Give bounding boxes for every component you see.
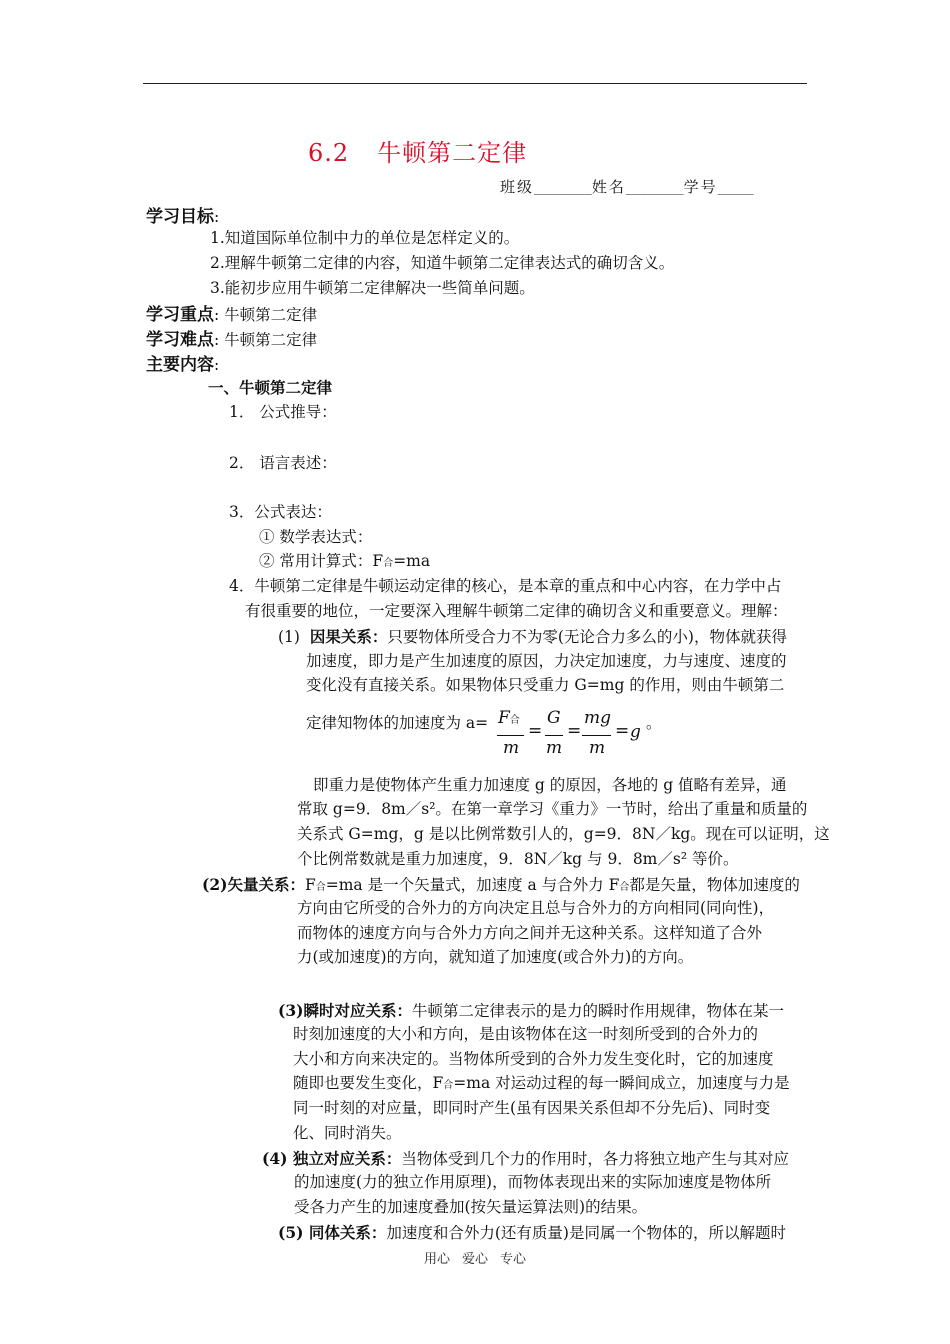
formula-denominator: m	[503, 738, 520, 758]
p1-line: 加速度，即力是产生加速度的原因，力决定加速度，力与速度、速度的	[306, 652, 787, 670]
focus-heading: 学习重点	[146, 305, 214, 325]
p2-line: (2)矢量关系：F合=ma 是一个矢量式，加速度 a 与合外力 F合都是矢量，物体加速度的	[202, 875, 800, 894]
main-heading: 主要内容	[146, 355, 214, 375]
p3-line: 随即也要发生变化，F合=ma 对运动过程的每一瞬间成立，加速度与力是	[293, 1074, 790, 1092]
section-title: 一、牛顿第二定律	[208, 378, 333, 397]
difficulty-text: 牛顿第二定律	[224, 331, 318, 349]
p5-line: (5) 同体关系：加速度和合外力(还有质量)是同属一个物体的，所以解题时	[278, 1223, 786, 1242]
item-calc-expression: ② 常用计算式：F合=ma	[259, 552, 431, 570]
page-title	[308, 133, 527, 168]
p3-line: (3)瞬时对应关系：牛顿第二定律表示的是力的瞬时作用规律，物体在某一	[278, 1001, 784, 1020]
p3-line: 同一时刻的对应量，即同时产生(虽有因果关系但却不分先后)、同时变	[293, 1099, 771, 1117]
student-info-line	[500, 176, 754, 197]
item4-line: 4．牛顿第二定律是牛顿运动定律的核心，是本章的重点和中心内容，在力学中占	[229, 577, 782, 595]
item4-line: 有很重要的地位，一定要深入理解牛顿第二定律的确切含义和重要意义。理解：	[245, 602, 788, 620]
formula-bar	[497, 735, 524, 736]
formula-denominator: m	[589, 738, 606, 758]
id-label: 学号	[683, 178, 718, 196]
goals-heading: 学习目标	[146, 207, 214, 227]
name-blank: ________	[625, 181, 684, 195]
p3-label: (3)瞬时对应关系：	[278, 1001, 412, 1020]
item-derivation: 1． 公式推导：	[229, 403, 337, 421]
formula-numerator-mg: mg	[584, 708, 612, 728]
p2-line: 而物体的速度方向与合外力方向之间并无这种关系。这样知道了合外	[297, 924, 763, 942]
class-blank: ________	[534, 181, 592, 195]
formula-denominator: m	[546, 738, 563, 758]
p2-label: (2)矢量关系：	[202, 875, 305, 894]
formula-numerator-G: G	[547, 708, 561, 728]
p2-line: 力(或加速度)的方向，就知道了加速度(或合外力)的方向。	[297, 948, 694, 966]
focus-row: 学习重点: 牛顿第二定律	[146, 305, 318, 325]
goal-item: 2.理解牛顿第二定律的内容，知道牛顿第二定律表达式的确切含义。	[210, 254, 675, 272]
p3-line: 化、同时消失。	[293, 1124, 402, 1142]
p4-line: 受各力产生的加速度叠加(按矢量运算法则)的结果。	[294, 1198, 648, 1216]
item-math-expression: ① 数学表达式：	[259, 528, 373, 546]
goal-item: 3.能初步应用牛顿第二定律解决一些简单问题。	[210, 279, 535, 297]
name-label: 姓名	[591, 178, 626, 196]
p1-cont: 关系式 G=mg，g 是以比例常数引人的，g=9．8N／kg。现在可以证明，这	[297, 825, 830, 843]
main-heading-row: 主要内容:	[146, 355, 220, 375]
formula-bar	[582, 735, 611, 736]
goals-heading-row: 学习目标:	[146, 207, 220, 227]
difficulty-row: 学习难点: 牛顿第二定律	[146, 330, 318, 350]
focus-text: 牛顿第二定律	[224, 306, 318, 324]
p1-cont: 个比例常数就是重力加速度，9．8N／kg 与 9．8m／s² 等价。	[297, 850, 739, 868]
p3-line: 大小和方向来决定的。当物体所受到的合外力发生变化时，它的加速度	[293, 1050, 774, 1068]
item-expression: 3．公式表达：	[229, 503, 332, 521]
class-label: 班级	[500, 178, 535, 196]
p4-line: (4) 独立对应关系：当物体受到几个力的作用时，各力将独立地产生与其对应	[262, 1149, 789, 1168]
title-number: 6.2	[308, 139, 350, 167]
goal-item: 1.知道国际单位制中力的单位是怎样定义的。	[210, 229, 520, 247]
formula-equals: =	[615, 721, 630, 741]
p1-line: 变化没有直接关系。如果物体只受重力 G=mg 的作用，则由牛顿第二	[306, 676, 785, 694]
formula-prefix: 定律知物体的加速度为 a=	[306, 714, 489, 732]
header-rule	[143, 83, 807, 84]
formula-end: 。	[646, 714, 662, 732]
id-blank: _____	[717, 181, 754, 195]
p1-cont: 常取 g=9．8m／s²。在第一章学习《重力》一节时，给出了重量和质量的	[297, 800, 808, 818]
difficulty-heading: 学习难点	[146, 330, 214, 350]
formula-equals: =	[528, 721, 543, 741]
p1-label: 因果关系：	[309, 627, 388, 646]
item-statement: 2． 语言表述：	[229, 454, 337, 472]
p4-label: (4) 独立对应关系：	[262, 1149, 402, 1168]
p5-label: (5) 同体关系：	[278, 1223, 387, 1242]
p1-line: (1) 因果关系：只要物体所受合力不为零(无论合力多么的小)，物体就获得	[278, 627, 787, 646]
p1-cont: 即重力是使物体产生重力加速度 g 的原因，各地的 g 值略有差异，通	[313, 776, 787, 794]
p2-line: 方向由它所受的合外力的方向决定且总与合外力的方向相同(同向性)，	[297, 899, 775, 917]
formula-equals: =	[567, 721, 582, 741]
p4-line: 的加速度(力的独立作用原理)，而物体表现出来的实际加速度是物体所	[294, 1173, 772, 1191]
page-footer: 用心 爱心 专心	[423, 1252, 527, 1267]
formula-numerator-F: F合	[498, 708, 520, 728]
formula-g: g	[630, 722, 641, 742]
p3-line: 时刻加速度的大小和方向，是由该物体在这一时刻所受到的合外力的	[293, 1025, 759, 1043]
formula-bar	[545, 735, 563, 736]
title-text: 牛顿第二定律	[377, 139, 528, 167]
